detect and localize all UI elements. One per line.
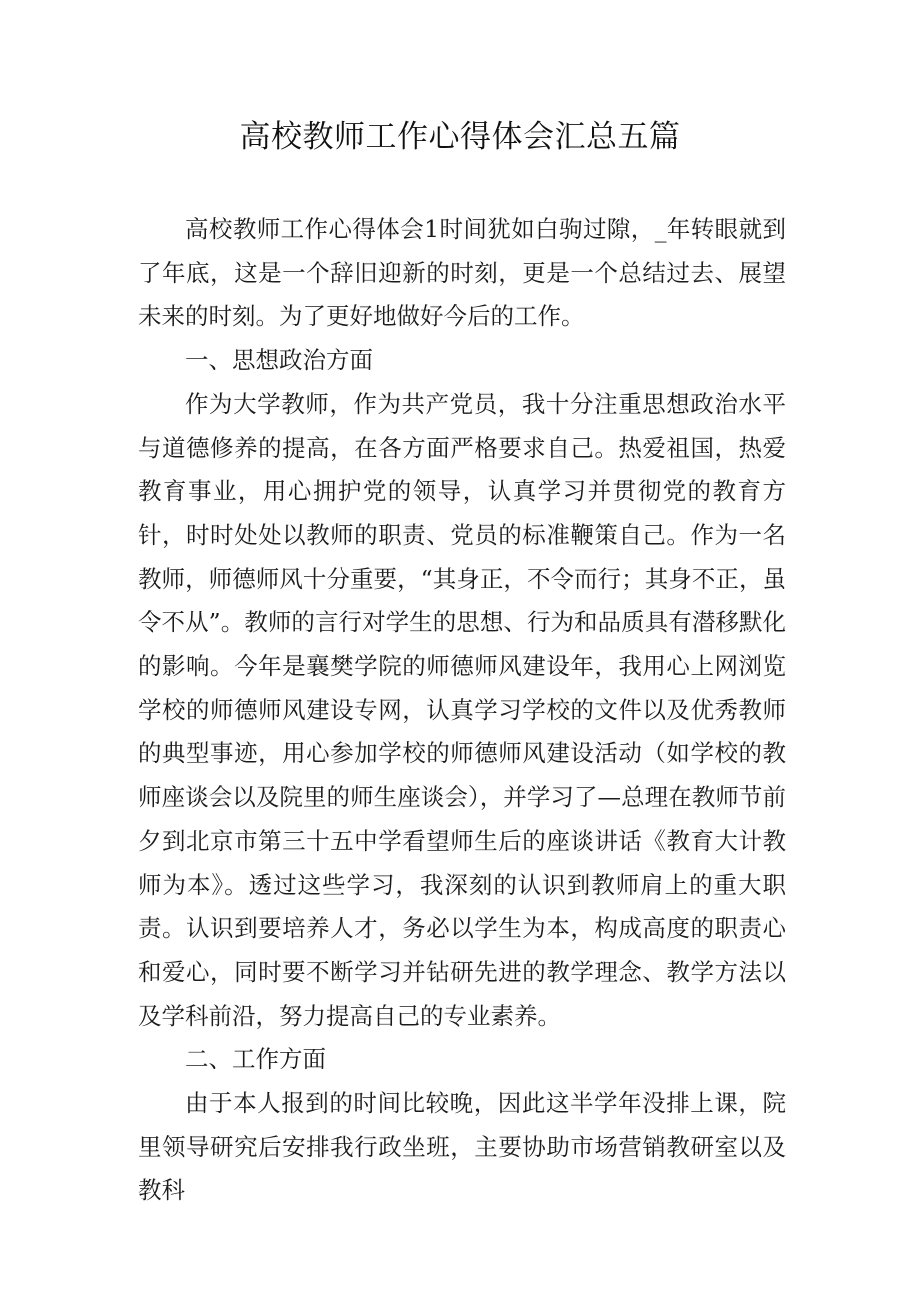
paragraph-work: 由于本人报到的时间比较晚，因此这半学年没排上课，院里领导研究后安排我行政坐班，主要协助市场营销教研室以及教科 (138, 1089, 786, 1205)
section-heading-work: 二、工作方面 (185, 1045, 326, 1074)
paragraph-political: 作为大学教师，作为共产党员，我十分注重思想政治水平与道德修养的提高，在各方面严格要求自己。热爱祖国，热爱教育事业，用心拥护党的领导，认真学习并贯彻党的教育方针，时时处处以教师的职责、党员的标准鞭策自己。作为一名教师，师德师风十分重要，“其身正，不令而行；其身不正，虽令不从”。教师的言行对学生的思想、行为和品质具有潜移默化的影响。今年是襄樊学院的师德师风建设年，我用心上网浏览学校的师德师风建设专网，认真学习学校的文件以及优秀教师的典型事迹，用心参加学校的师德师风建设活动（如学校的教师座谈会以及院里的师生座谈会），并学习了—总理在教师节前夕到北京市第三十五中学看望师生后的座谈讲话《教育大计教师为本》。透过这些学习，我深刻的认识到教师肩上的重大职责。认识到要培养人才，务必以学生为本，构成高度的职责心和爱心，同时要不断学习并钻研先进的教学理念、教学方法以及学科前沿，努力提高自己的专业素养。 (138, 389, 786, 1030)
document-body (138, 208, 786, 1213)
document-title: 高校教师工作心得体会汇总五篇 (239, 119, 681, 155)
paragraph-intro: 高校教师工作心得体会1时间犹如白驹过隙，_年转眼就到了年底，这是一个辞旧迎新的时刻，更是一个总结过去、展望未来的时刻。为了更好地做好今后的工作。 (138, 215, 786, 331)
section-heading-political: 一、思想政治方面 (185, 346, 373, 375)
